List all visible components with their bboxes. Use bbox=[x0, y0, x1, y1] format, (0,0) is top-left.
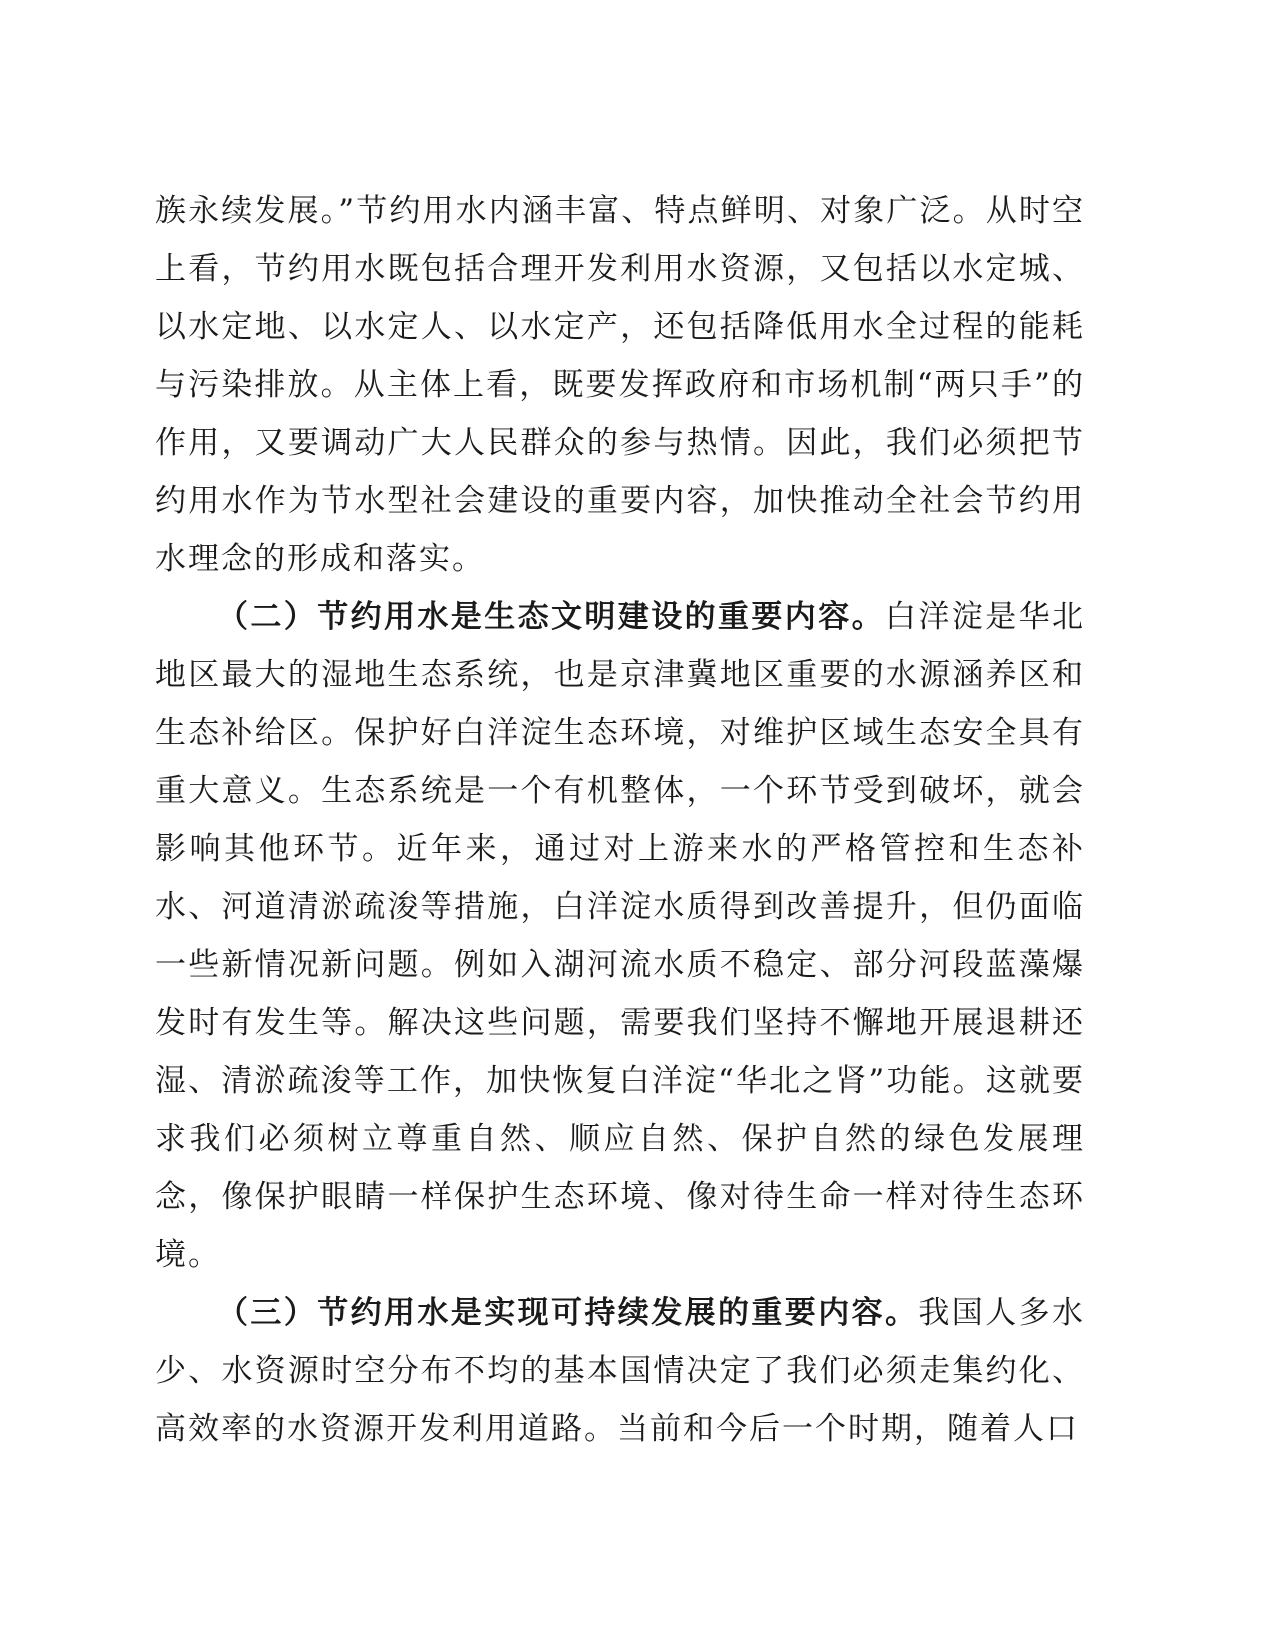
document-body bbox=[155, 182, 1085, 1458]
paragraph-text: 白洋淀是华北地区最大的湿地生态系统，也是京津冀地区重要的水源涵养区和生态补给区。保护好白洋淀生态环境，对维护区域生态安全具有重大意义。生态系统是一个有机整体，一个环节受到破坏，就会影响其他环节。近年来，通过对上游来水的严格管控和生态补水、河道清淤疏浚等措施，白洋淀水质得到改善提升，但仍面临一些新情况新问题。例如入湖河流水质不稳定、部分河段蓝藻爆发时有发生等。解决这些问题，需要我们坚持不懈地开展退耕还湿、清淤疏浚等工作，加快恢复白洋淀“华北之肾”功能。这就要求我们必须树立尊重自然、顺应自然、保护自然的绿色发展理念，像保护眼睛一样保护生态环境、像对待生命一样对待生态环境。 bbox=[155, 599, 1085, 1273]
paragraph-section-3 bbox=[155, 1284, 1085, 1458]
section-heading-3: （三）节约用水是实现可持续发展的重要内容。 bbox=[217, 1295, 919, 1331]
paragraph-section-2 bbox=[155, 588, 1085, 1284]
paragraph-text: 我国人多水少、水资源时空分布不均的基本国情决定了我们必须走集约化、高效率的水资源开发利用道路。当前和今后一个时期，随着人口 bbox=[155, 1295, 1086, 1447]
paragraph-continuation bbox=[155, 182, 1085, 588]
paragraph-text: 族永续发展。”节约用水内涵丰富、特点鲜明、对象广泛。从时空上看，节约用水既包括合理开发利用水资源，又包括以水定城、以水定地、以水定人、以水定产，还包括降低用水全过程的能耗与污染排放。从主体上看，既要发挥政府和市场机制“两只手”的作用，又要调动广大人民群众的参与热情。因此，我们必须把节约用水作为节水型社会建设的重要内容，加快推动全社会节约用水理念的形成和落实。 bbox=[155, 193, 1085, 577]
section-heading-2: （二）节约用水是生态文明建设的重要内容。 bbox=[217, 599, 885, 635]
